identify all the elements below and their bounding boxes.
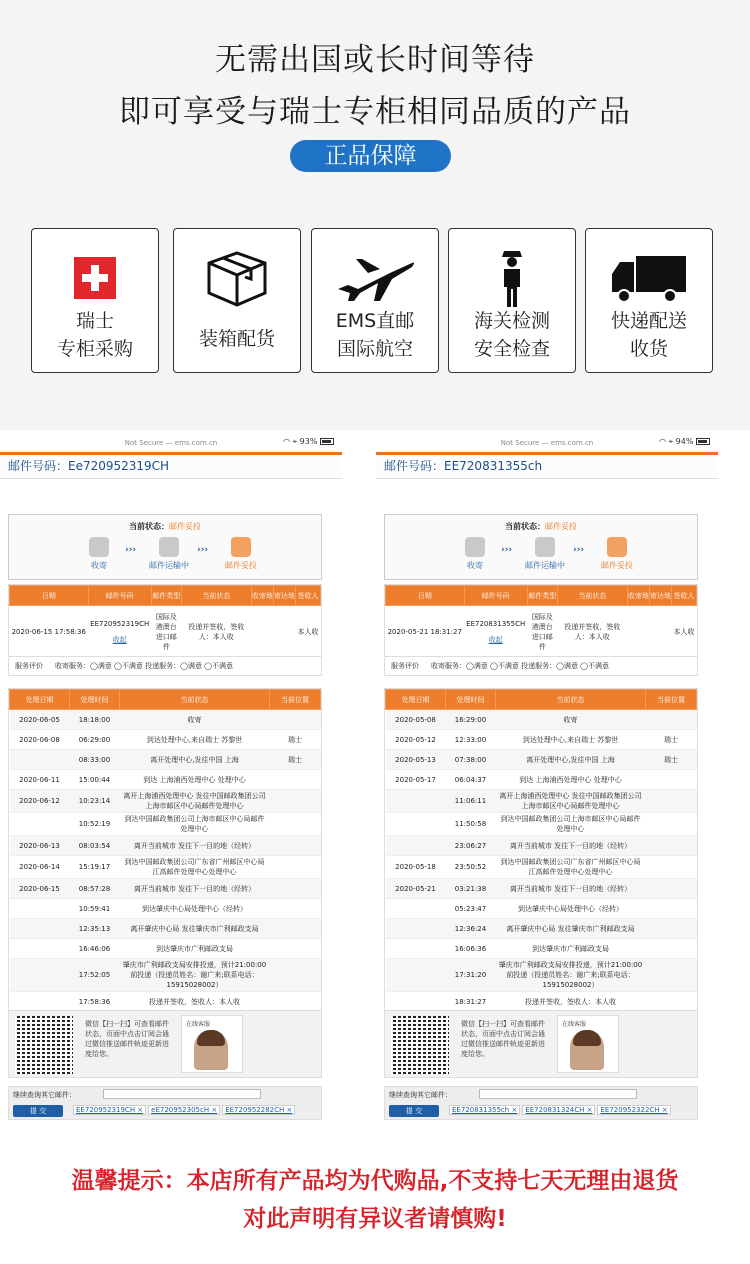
current-status: 当前状态：邮件妥投 [129,522,201,531]
wechat-panel [384,1010,698,1078]
step-transit: 邮件运输中 [145,537,193,571]
authentic-badge: 正品保障 [290,140,451,172]
notice-line-2: 对此声明有异议者请慎购! [243,1206,507,1232]
summary-header: 邮件号码 [464,586,527,606]
status-bar [0,432,342,452]
online-service-button[interactable]: 在线客服 [181,1015,243,1073]
feature-label: 快递配送 收货 [610,310,687,360]
track-row: 2020-05-17 06:04:37 到达 上海浦西处理中心 处理中心 [386,770,697,790]
step-arrow-icon: ››› [501,545,513,555]
track-header: 处理时间 [446,690,496,710]
track-row: 2020-06-08 06:29:00 到达处理中心,来自瑞士 苏黎世 瑞士 [10,730,321,750]
service-rating[interactable]: 服务评价 收寄服务：◯满意 ◯不满意 投递服务：◯满意 ◯不满意 [384,656,698,676]
track-row: 12:35:13 离开肇庆中心局 发往肇庆市广利邮政支局 [10,919,321,939]
customs-officer-icon [449,243,575,313]
track-row: 2020-05-21 03:21:38 离开当前城市 发往下一目的地（经转） [386,879,697,899]
summary-header: 当前状态 [181,586,251,606]
track-row: 2020-06-14 15:19:17 到达中国邮政集团公司广东省广州邮区中心局江高邮件处理中心处理中心 [10,856,321,879]
battery-indicator: ◠ ⌖ 94% [659,437,710,447]
track-row: 10:59:41 到达肇庆中心局处理中心（经转） [10,899,321,919]
box-step-icon [89,537,109,557]
query-input[interactable] [103,1089,261,1099]
summary-header: 签收人 [295,586,320,606]
track-row: 2020-06-11 15:00:44 到达 上海浦西处理中心 处理中心 [10,770,321,790]
summary-header: 寄达地 [273,586,295,606]
mail-number-title: 邮件号码：Ee720952319CH [0,452,342,479]
summary-table [8,584,322,659]
track-row: 17:58:36 投递并签收，签收人：本人收 [10,992,321,1012]
online-service-button[interactable]: 在线客服 [557,1015,619,1073]
collapse-link[interactable]: 收起 [488,635,503,644]
collapse-link[interactable]: 收起 [112,635,127,644]
track-row: 2020-06-15 08:57:28 离开当前城市 发往下一目的地（经转） [10,879,321,899]
wechat-text: 微信【扫一扫】可查看邮件状态，页面中点击订阅会通过微信推送邮件轨迹更新进度给您。 [85,1020,169,1058]
track-row: 05:23:47 到达肇庆中心局处理中心（经转） [386,899,697,919]
step-transit: 邮件运输中 [521,537,569,571]
step-arrow-icon: ››› [573,545,585,555]
track-header: 处理日期 [386,690,446,710]
track-row: 18:31:27 投递并签收，签收人：本人收 [386,992,697,1012]
feature-label: EMS直邮 国际航空 [335,310,415,360]
query-label: 继续查询其它邮件： [389,1091,452,1099]
feature-card-ems [311,228,439,373]
query-panel [384,1086,698,1120]
track-row: 11:06:11 离开上海浦西处理中心 发往中国邮政集团公司上海市邮区中心局邮件处理中心 [386,790,697,813]
step-delivered: 邮件妥投 [217,537,265,571]
history-codes [73,1106,297,1114]
track-row: 17:52:05 肇庆市广利邮政支局安排投递，预计21:00:00前投递（投递员姓名：谢广来;联系电话：15915028002） [10,959,321,992]
current-status: 当前状态：邮件妥投 [505,522,577,531]
wechat-panel [8,1010,322,1078]
box-icon [174,243,300,313]
feature-label: 瑞士 专柜采购 [56,310,133,360]
service-rating[interactable]: 服务评价 收寄服务：◯满意 ◯不满意 投递服务：◯满意 ◯不满意 [8,656,322,676]
track-row: 2020-05-18 23:50:52 到达中国邮政集团公司广东省广州邮区中心局江高邮件处理中心处理中心 [386,856,697,879]
airplane-icon [312,243,438,313]
track-row: 2020-06-12 10:23:14 离开上海浦西处理中心 发往中国邮政集团公司上海市邮区中心局邮件处理中心 [10,790,321,813]
feature-label: 海关检测 安全检查 [473,310,550,360]
query-label: 继续查询其它邮件： [13,1091,76,1099]
url-bar: Not Secure — ems.com.cn [124,439,218,447]
track-row: 17:31:20 肇庆市广利邮政支局安排投递，预计21:00:00前投递（投递员姓名：谢广来;联系电话：15915028002） [386,959,697,992]
step-collected: 收寄 [79,537,119,571]
history-code-link[interactable]: EE720831355ch × [449,1105,520,1115]
notice-line-1: 温馨提示：本店所有产品均为代购品,不支持七天无理由退货 [71,1168,679,1194]
summary-header: 邮件类型 [527,586,557,606]
feature-card-box [173,228,301,373]
headline-1: 无需出国或长时间等待 [215,42,535,78]
track-header: 当前位置 [270,690,321,710]
submit-button[interactable]: 提 交 [389,1105,439,1117]
status-panel [384,514,698,580]
qr-code [391,1016,449,1074]
track-row: 2020-05-08 16:29:00 收寄 [386,710,697,730]
wechat-text: 微信【扫一扫】可查看邮件状态，页面中点击订阅会通过微信推送邮件轨迹更新进度给您。 [461,1020,545,1058]
summary-table [384,584,698,659]
track-row: 11:50:58 到达中国邮政集团公司上海市邮区中心局邮件处理中心 [386,813,697,836]
tracking-screenshot-2 [376,432,718,1122]
agent-avatar [194,1030,228,1070]
summary-header: 日期 [10,586,89,606]
track-row: 10:52:19 到达中国邮政集团公司上海市邮区中心局邮件处理中心 [10,813,321,836]
summary-row: 2020-06-15 17:58:36 EE720952319CH 收起 国际及港澳台进口邮件 投递并签收，签收人：本人收 本人收 [10,606,321,658]
transit-step-icon [159,537,179,557]
step-collected: 收寄 [455,537,495,571]
status-bar [376,432,718,452]
battery-indicator: ◠ ⌖ 93% [283,437,334,447]
tracking-table [384,688,698,1013]
track-row: 16:06:36 到达肇庆市广利邮政支局 [386,939,697,959]
history-code-link[interactable]: EE720831324CH × [522,1105,595,1115]
feature-card-customs [448,228,576,373]
summary-header: 当前状态 [557,586,627,606]
track-row: 2020-05-13 07:38:00 离开处理中心,发往中国 上海 瑞士 [386,750,697,770]
delivered-step-icon [231,537,251,557]
agent-avatar [570,1030,604,1070]
swiss-flag-icon [32,243,158,313]
status-panel [8,514,322,580]
box-step-icon [465,537,485,557]
summary-header: 收寄地 [627,586,649,606]
track-row: 08:33:00 离开处理中心,发往中国 上海 瑞士 [10,750,321,770]
query-panel [8,1086,322,1120]
step-arrow-icon: ››› [125,545,137,555]
battery-icon [696,438,710,445]
history-code-link[interactable]: eE720952305cH × [148,1105,220,1115]
truck-icon [586,243,712,313]
step-delivered: 邮件妥投 [593,537,641,571]
history-code-link[interactable]: EE720952322CH × [597,1105,670,1115]
submit-button[interactable]: 提 交 [13,1105,63,1117]
history-codes [449,1106,673,1114]
track-row: 2020-06-05 18:18:00 收寄 [10,710,321,730]
track-row: 2020-05-12 12:33:00 到达处理中心,来自瑞士 苏黎世 瑞士 [386,730,697,750]
summary-header: 邮件号码 [88,586,151,606]
summary-header: 收寄地 [251,586,273,606]
track-row: 12:36:24 离开肇庆中心局 发往肇庆市广利邮政支局 [386,919,697,939]
track-row: 23:06:27 离开当前城市 发往下一目的地（经转） [386,836,697,856]
feature-card-delivery [585,228,713,373]
track-header: 处理日期 [10,690,70,710]
qr-code [15,1016,73,1074]
track-header: 当前位置 [646,690,697,710]
track-header: 处理时间 [70,690,120,710]
track-row: 2020-06-13 08:03:54 离开当前城市 发往下一目的地（经转） [10,836,321,856]
headline-2: 即可享受与瑞士专柜相同品质的产品 [119,94,631,130]
feature-label: 装箱配货 [198,328,275,350]
summary-header: 寄达地 [649,586,671,606]
track-header: 当前状态 [120,690,270,710]
mail-number-title: 邮件号码：EE720831355ch [376,452,718,479]
track-header: 当前状态 [496,690,646,710]
summary-header: 日期 [386,586,465,606]
step-arrow-icon: ››› [197,545,209,555]
history-code-link[interactable]: EE720952282CH × [222,1105,295,1115]
delivered-step-icon [607,537,627,557]
transit-step-icon [535,537,555,557]
battery-icon [320,438,334,445]
summary-header: 签收人 [671,586,696,606]
history-code-link[interactable]: EE720952319CH × [73,1105,146,1115]
track-row: 16:46:06 到达肇庆市广利邮政支局 [10,939,321,959]
tracking-screenshot-1 [0,432,342,1122]
tracking-table [8,688,322,1013]
feature-card-swiss [31,228,159,373]
header-section [0,0,750,430]
summary-header: 邮件类型 [151,586,181,606]
query-input[interactable] [479,1089,637,1099]
summary-row: 2020-05-21 18:31:27 EE720831355CH 收起 国际及港澳台进口邮件 投递并签收，签收人：本人收 本人收 [386,606,697,658]
url-bar: Not Secure — ems.com.cn [500,439,594,447]
